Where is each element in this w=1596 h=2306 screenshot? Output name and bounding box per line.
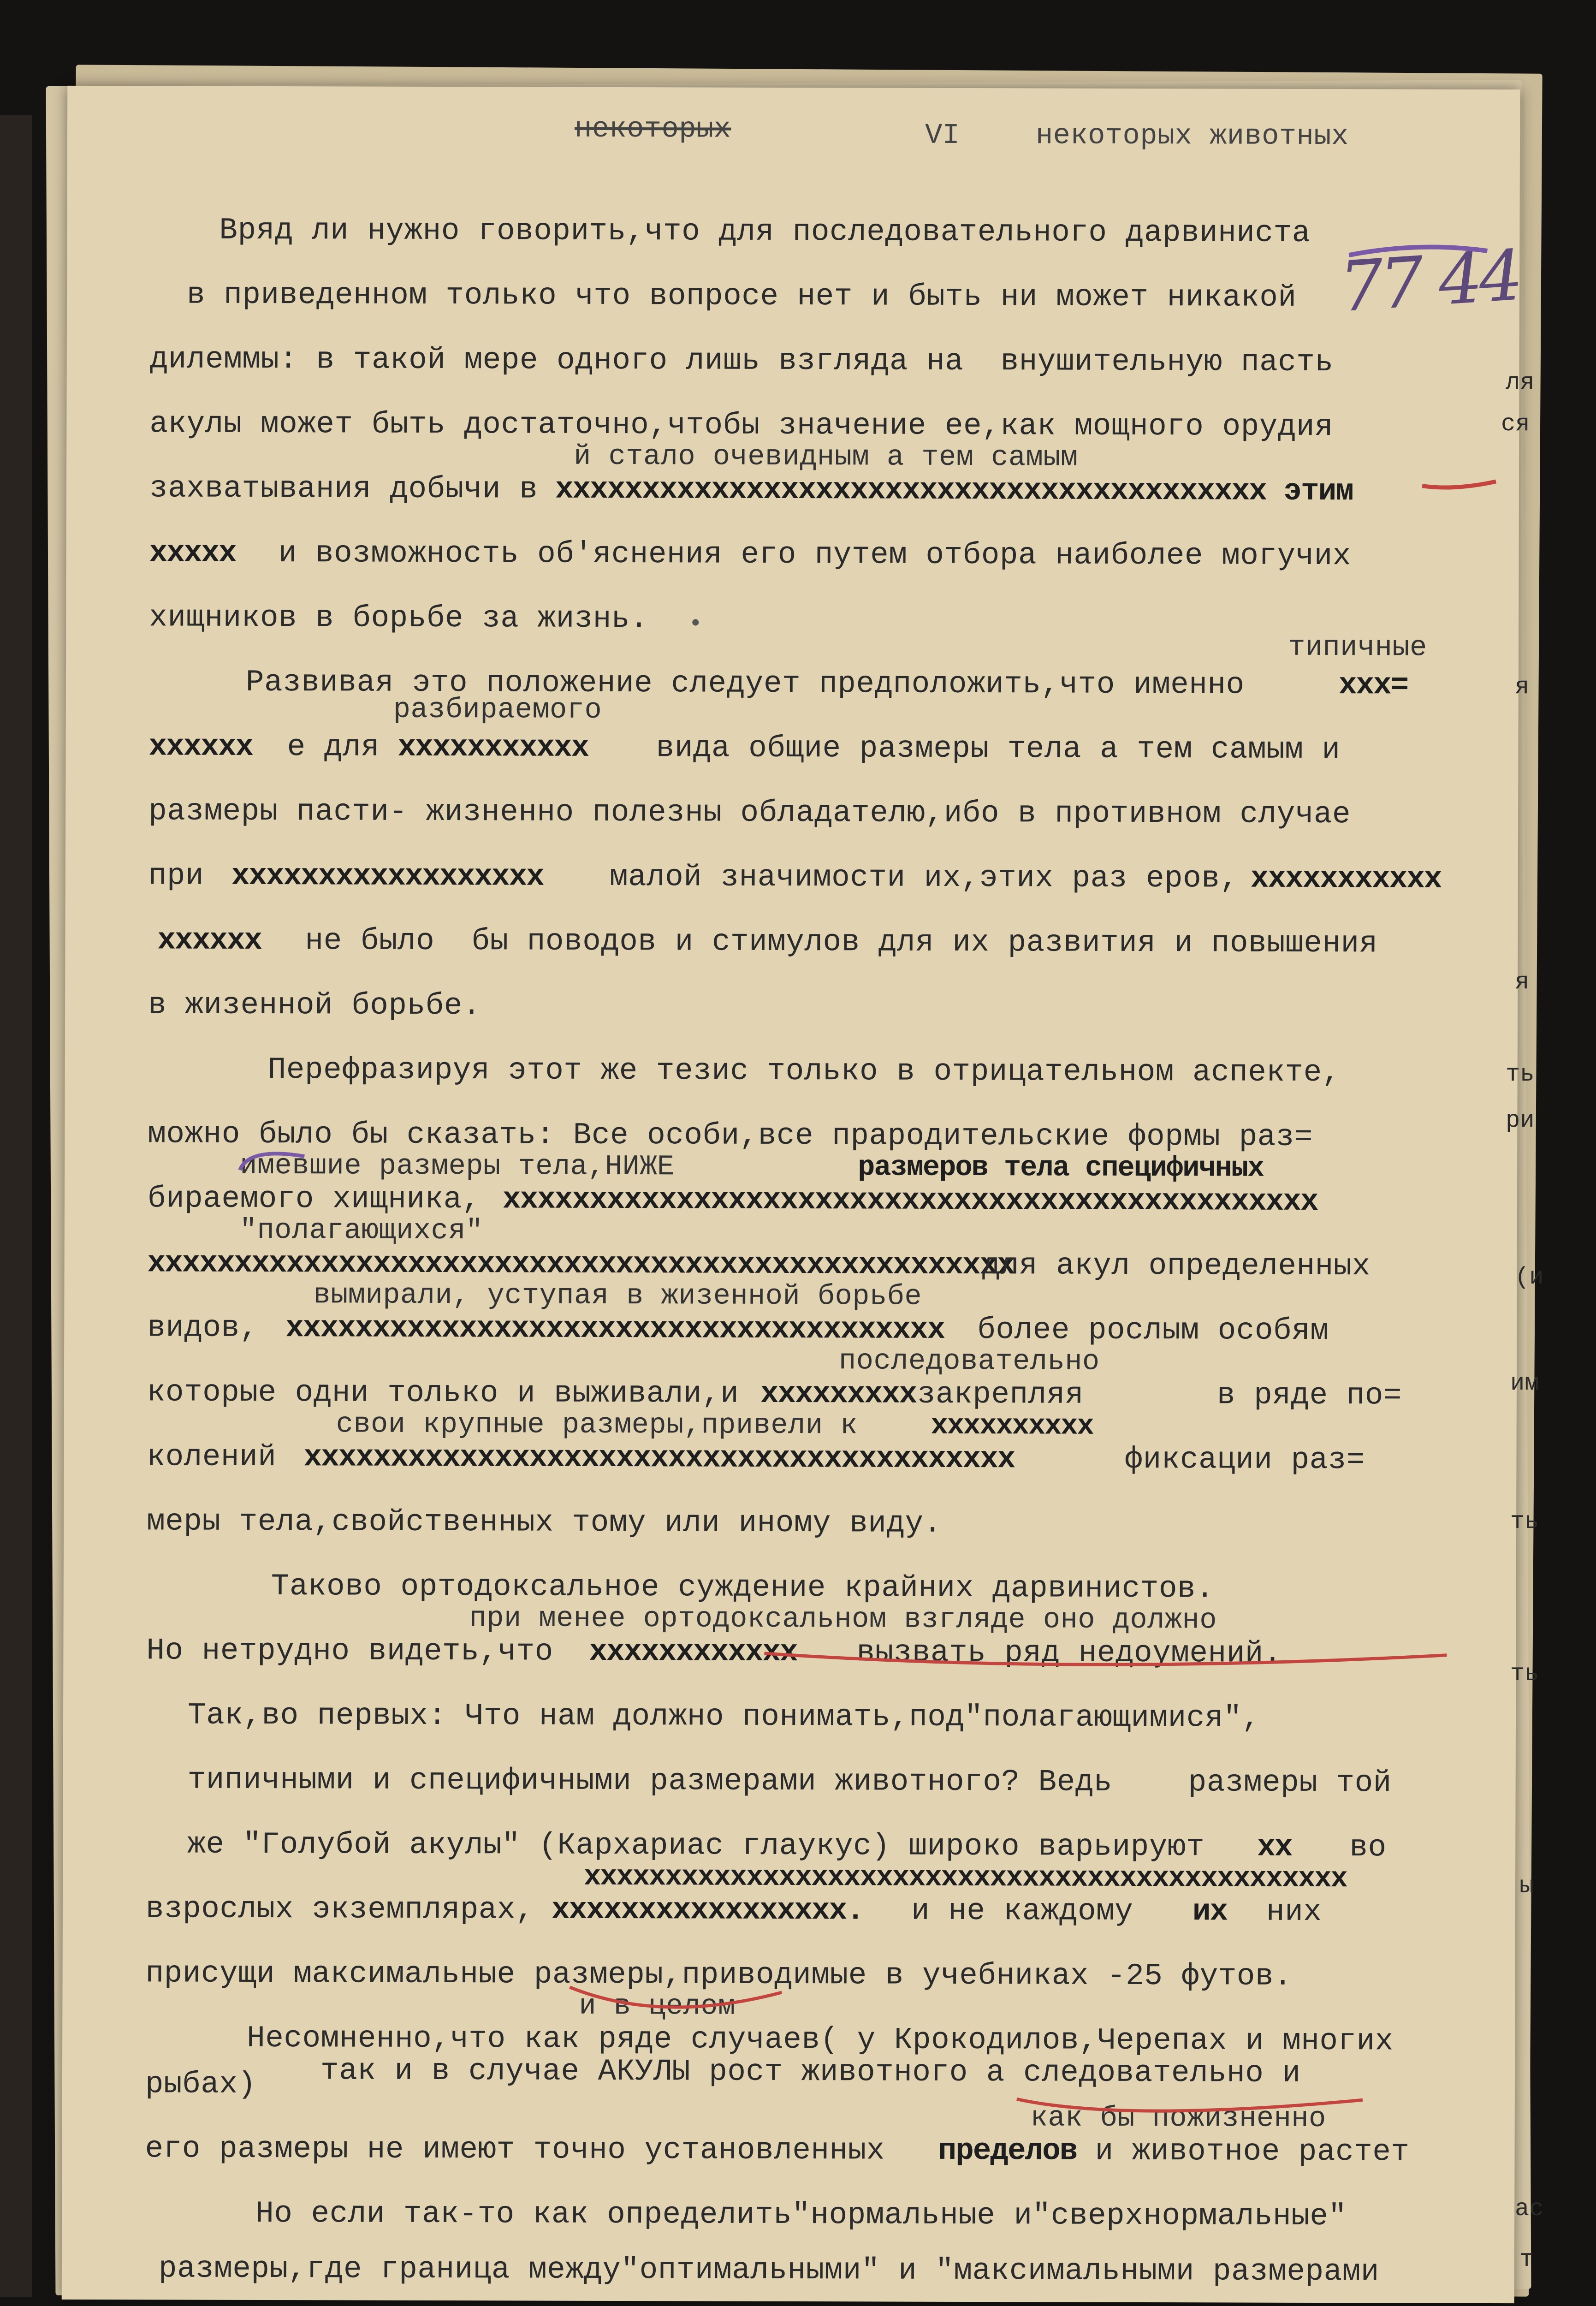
header-struck-word: некоторых (574, 112, 731, 146)
text-line-12: малой значимости их,этих раз еров, (591, 859, 1239, 896)
handwritten-marks-overlay (62, 86, 1520, 2303)
insertion-line: при менее ортодоксальном взгляде оно должно (469, 1602, 1217, 1637)
text-line-11: размеры пасти- жизненно полезны обладателю,ибо в противном случае (148, 794, 1351, 832)
text-line-31: размеры,где граница между"оптимальными" и "максимальными размерами (158, 2251, 1380, 2289)
struck-text: xxxxx (149, 535, 236, 571)
text-line-14: в жизенной борьбе. (148, 987, 481, 1023)
margin-fragment: ы (1519, 1872, 1534, 1900)
violet-underline-mark (1349, 247, 1487, 256)
insertion-word: последовательно (838, 1344, 1100, 1378)
text-line-9: Развивая это положение следует предположить,что именно (245, 665, 1263, 702)
margin-fragment: ть (1506, 1061, 1535, 1088)
text-line-7: и возможность об'яснения его путем отбора наиболее могучих (260, 535, 1352, 574)
insertion-word: "полагающихся" (239, 1213, 483, 1248)
red-pencil-mark (764, 1653, 1447, 1665)
margin-fragment: ля (1506, 369, 1535, 396)
struck-insertion: xxxxxxxxxxxxxxxxxxxxxxxxxxxxxxxxxxxxxxxxxxxxxxx (584, 1860, 1347, 1896)
text-line-20: фиксации раз= (1106, 1442, 1365, 1478)
text-line-24: Так,во первых: Что нам должно понимать,под"полагающимися", (187, 1698, 1261, 1735)
text-line-18: более рослым особям (959, 1312, 1329, 1349)
text-line-16: можно было бы сказать: Все особи,все прародительские формы раз= (148, 1117, 1313, 1154)
insertion-word: как бы пожизненно (1030, 2101, 1326, 2135)
margin-fragment: (и (1515, 1264, 1544, 1291)
margin-fragment: ри (1506, 1107, 1535, 1134)
margin-fragment: т (1519, 2246, 1534, 2273)
struck-insertion: xxxxxxxxxx (931, 1409, 1093, 1443)
violet-pencil-mark (240, 1153, 304, 1170)
struck-text: xxxxxxxxxxxx (589, 1634, 797, 1670)
text-line-19: которые одни только и выживали,и (147, 1375, 758, 1411)
handwritten-page-number: 77 44 (1337, 235, 1522, 328)
struck-text: xxxxxxxxxxxxxxxxxxxxxxxxxxxxxxxxxxxxxxxxxxxxxxx (502, 1182, 1318, 1219)
struck-text: xxxxxxxxxxxxxxxxxxxxxxxxxxxxxxxxxxxxxxxxx этим (555, 472, 1353, 509)
text-fragment: при (148, 858, 223, 893)
text-line-2: в приведенном только что вопросе нет и быть ни может никакой (187, 277, 1297, 315)
text-line-25: же "Голубой акулы" (Кархариас глаукус) широко варьируют (187, 1827, 1223, 1865)
text-line-15: Перефразируя этот же тезис только в отрицательном аспекте, (267, 1052, 1341, 1090)
margin-fragment: ть (1510, 1508, 1539, 1535)
text-fragment: типичными и специфичными размерами животного? Ведь (187, 1762, 1131, 1800)
struck-text: xxxxxxxxxxxxxxxxxxxxxxxxxxxxxxxxxxxxxxxxxxxxxxxxxx (147, 1246, 1015, 1283)
text-fragment: Но нетрудно видеть,что (146, 1633, 572, 1669)
text-line-30: Но если так-то как определить"нормальные и"сверхнормальные" (255, 2196, 1347, 2234)
red-pencil-mark (1017, 2099, 1363, 2111)
margin-fragment: я (1515, 969, 1530, 996)
text-fragment: е для (287, 730, 398, 765)
struck-text: xxxxxxxxxxxxxxxxxxxxxxxxxxxxxxxxxxxxxx (285, 1311, 945, 1347)
text-fragment: колений (147, 1439, 295, 1475)
insertion-line: вымирали, уступая в жизенной борьбе (313, 1278, 922, 1313)
text-fragment: видов, (147, 1310, 277, 1346)
insertion-line: свои крупные размеры,привели к (336, 1408, 875, 1442)
text-fragment: в ряде по= (1198, 1378, 1402, 1413)
struck-text: xx (1257, 1830, 1292, 1865)
struck-text: xxxxxxxxxxx (398, 730, 589, 765)
text-line-29: его размеры не имеют точно установленных (145, 2131, 904, 2168)
underlying-page-margin (1501, 323, 1570, 2273)
struck-text: xxxxxxxxxxxxxxxxxx (231, 858, 544, 894)
text-line-3: дилеммы: в такой мере одного лишь взгляда на внушительную пасть (149, 342, 1334, 380)
struck-text: их (1192, 1894, 1228, 1929)
struck-text: xxxxxxxxxxxxxxxxxxxxxxxxxxxxxxxxxxxxxxxxx (303, 1440, 1015, 1477)
red-pencil-mark (1422, 481, 1496, 488)
margin-fragment: ас (1515, 2195, 1544, 2223)
text-line-4: акулы может быть достаточно,чтобы значение ее,как мощного орудия (149, 406, 1334, 445)
text-fragment: во (1331, 1830, 1387, 1865)
text-line-17: для акул определенных (963, 1248, 1371, 1284)
text-line-1: Вряд ли нужно говорить,что для последовательного дарвиниста (219, 213, 1311, 250)
text-line-22: Таково ортодоксальное суждение крайних дарвинистов. (271, 1569, 1215, 1606)
ink-dot (692, 619, 699, 625)
struck-text: xxxxxx (157, 923, 262, 958)
struck-text: xxxxxxxxxxxxxxxxx. (551, 1892, 864, 1928)
insertion-word: разбираемого (393, 693, 602, 726)
text-line-8: хищников в борьбе за жизнь. (149, 600, 649, 636)
red-pencil-mark (570, 1987, 782, 2008)
text-line-27: Несомненно,что как ряде случаев( у Крокодилов,Черепах и многих (247, 2021, 1394, 2059)
struck-insertion: размеров тела специфичных (858, 1151, 1264, 1185)
adjacent-page-edge (0, 115, 32, 2297)
text-line-28: так и в случае АКУЛЫ рост животного а следовательно и (320, 2053, 1301, 2091)
typewritten-page (62, 86, 1520, 2303)
insertion-line-5: й стало очевидным а тем самым (574, 440, 1078, 474)
text-line-23: вызвать ряд недоумений. (838, 1635, 1282, 1671)
struck-text: xxxxxxxxx (760, 1376, 917, 1412)
text-fragment: бираемого хищника, (147, 1181, 499, 1217)
struck-text: xxx= (1338, 668, 1408, 703)
header-section-number: VI (925, 119, 960, 152)
insertion-line: имевшие размеры тела,НИЖЕ (240, 1149, 675, 1183)
struck-text: xxxxxx (148, 729, 253, 764)
struck-text: пределов (938, 2133, 1077, 2169)
text-fragment: взрослых экземплярах, (145, 1891, 534, 1927)
text-fragment: закрепляя (898, 1377, 1084, 1412)
text-line-10: вида общие размеры тела а тем самым и (637, 731, 1341, 767)
struck-text: xxxxxxxxxxx (1250, 861, 1442, 897)
text-fragment: рыбах) (145, 2067, 256, 2102)
margin-fragment: ть (1510, 1660, 1539, 1688)
insertion-word: типичные (1288, 630, 1427, 664)
margin-fragment: я (1515, 673, 1530, 701)
header-running-title: некоторых животных (1035, 119, 1349, 153)
text-line-21: меры тела,свойственных тому или иному виду. (147, 1504, 942, 1541)
text-line-26: присущи максимальные размеры,приводимые в учебниках -25 футов. (145, 1956, 1293, 1994)
margin-fragment: им (1510, 1370, 1539, 1397)
insertion-word: и в целом (579, 1989, 736, 2023)
text-line-13: не было бы поводов и стимулов для их развития и повышения (286, 923, 1378, 961)
text-fragment: них (1247, 1894, 1322, 1930)
text-fragment: размеры той (1188, 1765, 1392, 1801)
text-fragment: и животное растет (1076, 2134, 1410, 2169)
margin-fragment: ся (1501, 410, 1530, 438)
text-fragment: и не каждому (892, 1893, 1152, 1929)
text-line-6: захватывания добычи в (149, 471, 538, 507)
